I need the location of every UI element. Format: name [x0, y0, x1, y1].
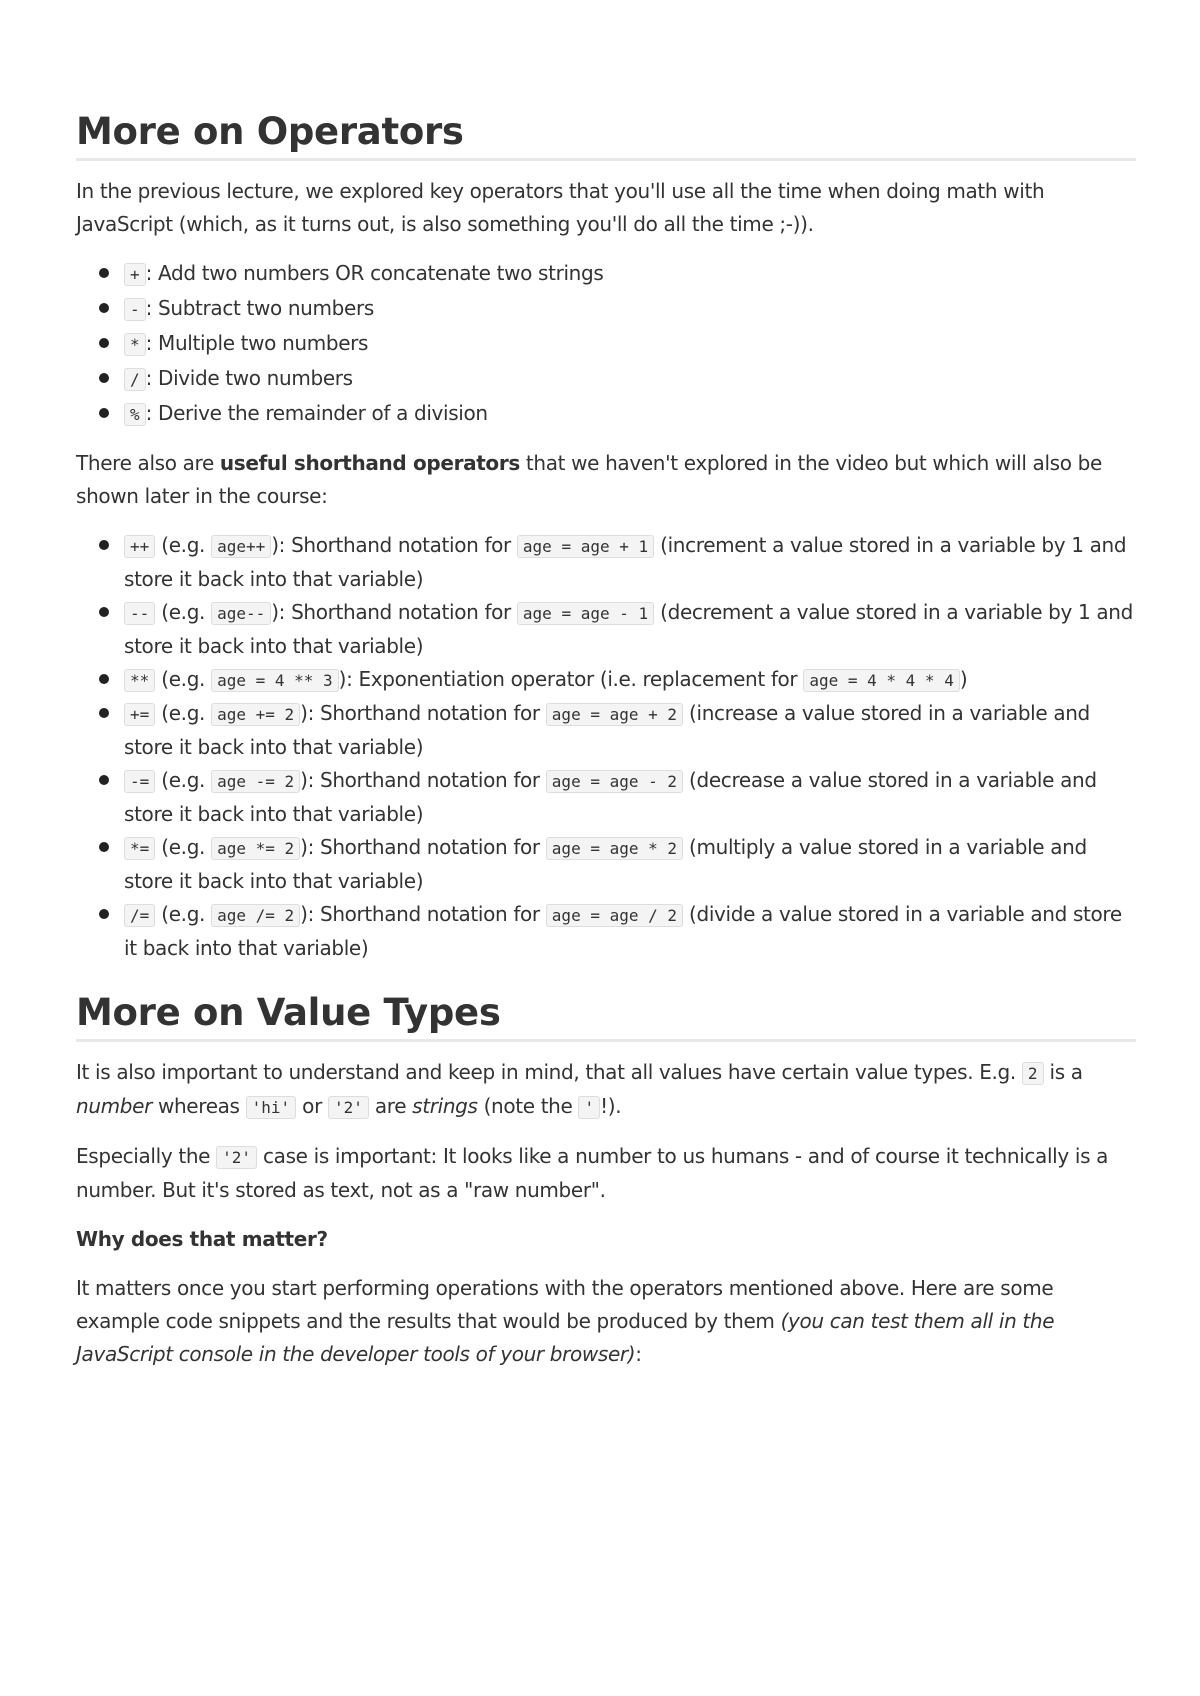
operators-intro-paragraph: In the previous lecture, we explored key operators that you'll use all the time when doing math with JavaScript (which, as it turns out, is also something you'll do all the time ;-)). [76, 179, 1045, 236]
list-item-text: : Multiple two numbers [145, 331, 369, 355]
list-item [124, 663, 1136, 697]
list-item-text: : Derive the remainder of a division [145, 401, 488, 425]
inline-code: ' [578, 1096, 600, 1119]
inline-code: - [124, 298, 146, 321]
italic-text: strings [412, 1094, 478, 1118]
text-run: (increase a value stored in a variable and store it back into that variable) [124, 701, 1090, 759]
text-run: (multiply a value stored in a variable and store it back into that variable) [124, 835, 1087, 893]
list-item [124, 327, 1136, 361]
inline-code: + [124, 263, 146, 286]
text-run: (e.g. [155, 835, 212, 859]
text-run: (note the [477, 1094, 579, 1118]
inline-code: age = age - 1 [517, 602, 654, 625]
inline-code: % [124, 403, 146, 426]
shorthand-operators-list [76, 529, 1136, 965]
text-run: (e.g. [155, 667, 212, 691]
shorthand-intro-paragraph [76, 447, 1136, 513]
text-run: ): Exponentiation operator (i.e. replacement for [338, 667, 804, 691]
text-run: are [368, 1094, 413, 1118]
text-run: !). [600, 1094, 622, 1118]
text-run: that we haven't explored in the video but which will also be shown later in the course: [76, 451, 1102, 508]
why-matter-heading: Why does that matter? [76, 1227, 328, 1251]
bullet-icon [99, 268, 109, 278]
text-run: or [296, 1094, 328, 1118]
inline-code: * [124, 333, 146, 356]
list-item [124, 362, 1136, 396]
inline-code: '2' [216, 1146, 257, 1169]
inline-code: /= [124, 904, 155, 927]
inline-code: age -= 2 [211, 770, 300, 793]
text-run: It matters once you start performing operations with the operators mentioned above. Here are some example code snippets and the results that would be produced by them [76, 1276, 1054, 1333]
text-run: (e.g. [155, 600, 212, 624]
section-title-operators: More on Operators [76, 110, 1136, 161]
operations-paragraph [76, 1272, 1136, 1371]
text-run: (decrease a value stored in a variable and store it back into that variable) [124, 768, 1097, 826]
bold-text: useful shorthand operators [219, 451, 520, 475]
inline-code: ++ [124, 535, 155, 558]
list-item [124, 257, 1136, 291]
string-case-paragraph [76, 1140, 1136, 1207]
inline-code: age = 4 * 4 * 4 [803, 669, 960, 692]
list-item [124, 764, 1136, 831]
inline-code: age = age + 1 [517, 535, 654, 558]
text-run: (e.g. [155, 902, 212, 926]
inline-code: ** [124, 669, 155, 692]
text-run: (divide a value stored in a variable and store it back into that variable) [124, 902, 1122, 960]
bullet-icon [99, 775, 109, 785]
inline-code: / [124, 368, 146, 391]
text-run: ): Shorthand notation for [300, 701, 546, 725]
inline-code: age *= 2 [211, 837, 300, 860]
italic-text: (you can test them all in the JavaScript console in the developer tools of your browser) [76, 1309, 1055, 1366]
bullet-icon [99, 338, 109, 348]
list-item [124, 898, 1136, 965]
bullet-icon [99, 842, 109, 852]
inline-code: 'hi' [246, 1096, 297, 1119]
inline-code: age = age + 2 [546, 703, 683, 726]
bullet-icon [99, 607, 109, 617]
list-item [124, 529, 1136, 596]
bullet-icon [99, 408, 109, 418]
bullet-icon [99, 674, 109, 684]
text-run: whereas [151, 1094, 246, 1118]
bullet-icon [99, 373, 109, 383]
text-run: (e.g. [155, 768, 212, 792]
text-run: It is also important to understand and keep in mind, that all values have certain value types. E.g. [76, 1060, 1022, 1084]
text-run: ): Shorthand notation for [271, 600, 517, 624]
list-item-text: : Divide two numbers [145, 366, 353, 390]
text-run: ): Shorthand notation for [300, 835, 546, 859]
bullet-icon [99, 708, 109, 718]
inline-code: age = age * 2 [546, 837, 683, 860]
inline-code: -- [124, 602, 155, 625]
inline-code: -= [124, 770, 155, 793]
inline-code: age /= 2 [211, 904, 300, 927]
list-item-text: : Add two numbers OR concatenate two strings [145, 261, 604, 285]
inline-code: age = age - 2 [546, 770, 683, 793]
section-title-value-types: More on Value Types [76, 991, 1136, 1042]
list-item [124, 292, 1136, 326]
text-run: There also are [76, 451, 220, 475]
inline-code: age++ [211, 535, 271, 558]
inline-code: age += 2 [211, 703, 300, 726]
inline-code: 2 [1022, 1062, 1044, 1085]
list-item [124, 397, 1136, 431]
text-run: is a [1043, 1060, 1083, 1084]
bullet-icon [99, 909, 109, 919]
text-run: Especially the [76, 1144, 217, 1168]
text-run: (e.g. [155, 701, 212, 725]
text-run: ): Shorthand notation for [271, 533, 517, 557]
inline-code: age = 4 ** 3 [211, 669, 339, 692]
inline-code: age = age / 2 [546, 904, 683, 927]
text-run: : [635, 1342, 642, 1366]
inline-code: *= [124, 837, 155, 860]
list-item [124, 831, 1136, 898]
italic-text: number [76, 1094, 152, 1118]
text-run: (increment a value stored in a variable by 1 and store it back into that variable) [124, 533, 1127, 591]
text-run: case is important: It looks like a number to us humans - and of course it technically is a number. But it's stored as text, not as a "raw number". [76, 1144, 1109, 1202]
list-item [124, 697, 1136, 764]
text-run: ): Shorthand notation for [300, 768, 546, 792]
inline-code: += [124, 703, 155, 726]
text-run: ): Shorthand notation for [300, 902, 546, 926]
inline-code: age-- [211, 602, 271, 625]
text-run: (e.g. [155, 533, 212, 557]
basic-operators-list [76, 257, 1136, 431]
list-item [124, 596, 1136, 663]
text-run: (decrement a value stored in a variable by 1 and store it back into that variable) [124, 600, 1133, 658]
bullet-icon [99, 303, 109, 313]
text-run: ) [959, 667, 968, 691]
inline-code: '2' [328, 1096, 369, 1119]
value-types-paragraph [76, 1056, 1136, 1124]
bullet-icon [99, 540, 109, 550]
list-item-text: : Subtract two numbers [145, 296, 374, 320]
